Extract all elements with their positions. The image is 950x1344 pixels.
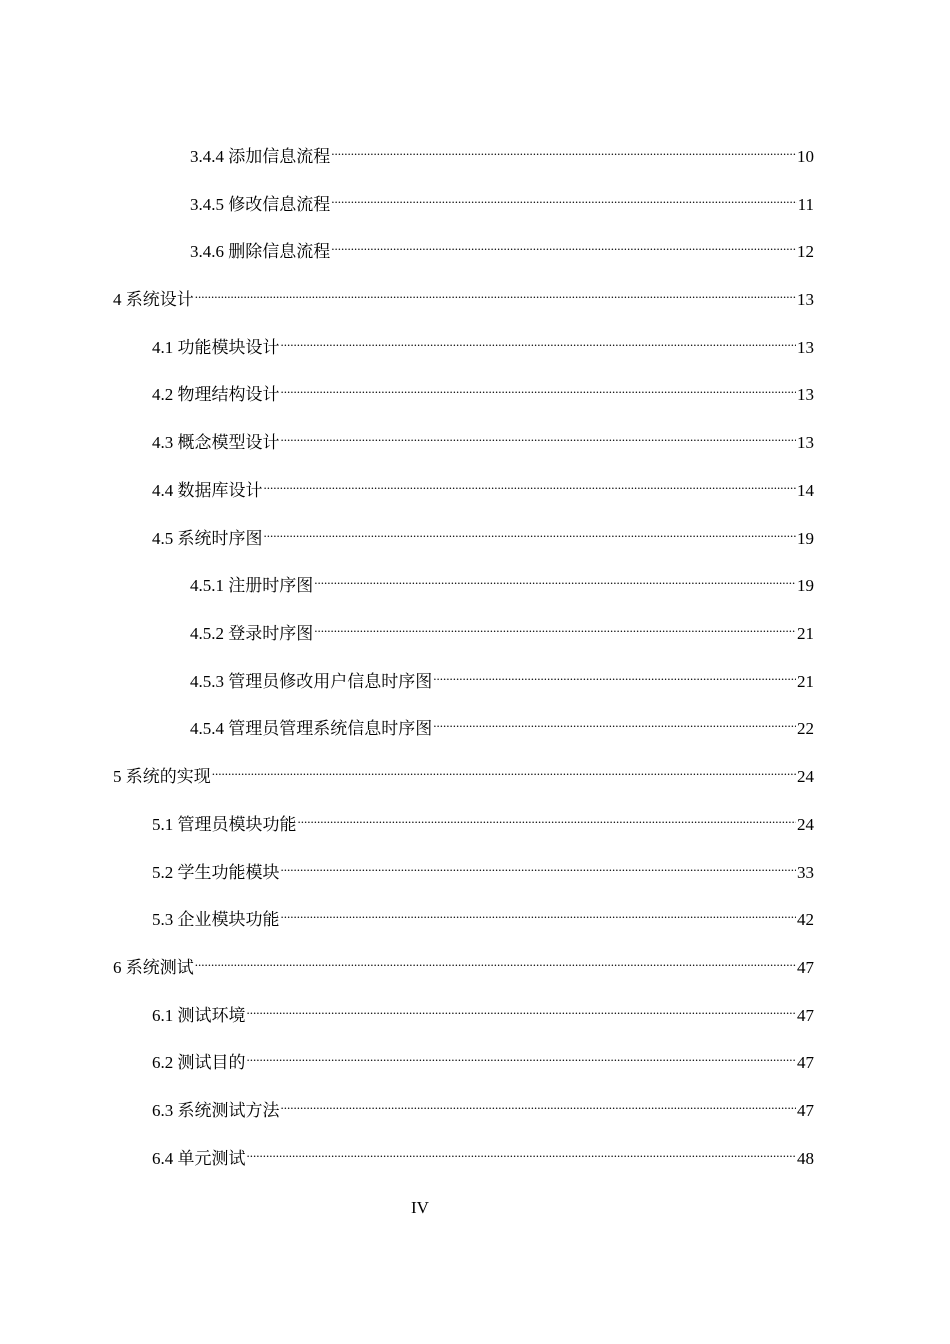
toc-entry-4-1[interactable] — [152, 327, 814, 357]
toc-leader-dots — [264, 470, 797, 496]
toc-entry-6-3[interactable] — [152, 1090, 814, 1120]
toc-entry-3-4-4[interactable] — [190, 136, 814, 166]
toc-entry-title: 4.5.2 登录时序图 — [190, 624, 314, 643]
toc-leader-dots — [433, 708, 796, 734]
toc-entry-page: 13 — [797, 433, 814, 452]
toc-entry-page: 13 — [797, 385, 814, 404]
toc-leader-dots — [331, 136, 796, 162]
toc-leader-dots — [212, 756, 796, 782]
toc-leader-dots — [281, 374, 797, 400]
toc-entry-4-4[interactable] — [152, 470, 814, 500]
toc-entry-page: 24 — [797, 815, 814, 834]
toc-leader-dots — [281, 899, 797, 925]
page-number: IV — [411, 1198, 429, 1217]
toc-entry-page: 47 — [797, 1053, 814, 1072]
toc-entry-4-5[interactable] — [152, 518, 814, 548]
toc-leader-dots — [314, 613, 796, 639]
toc-entry-title: 5.1 管理员模块功能 — [152, 815, 297, 834]
toc-entry-title: 4 系统设计 — [113, 290, 194, 309]
toc-entry-title: 5 系统的实现 — [113, 767, 211, 786]
toc-entry-page: 47 — [797, 1006, 814, 1025]
toc-entry-page: 47 — [797, 958, 814, 977]
toc-entry-4-3[interactable] — [152, 422, 814, 452]
toc-entry-title: 6.4 单元测试 — [152, 1149, 246, 1168]
toc-entry-title: 3.4.4 添加信息流程 — [190, 147, 331, 166]
toc-entry-title: 6.3 系统测试方法 — [152, 1101, 280, 1120]
toc-entry-title: 4.3 概念模型设计 — [152, 433, 280, 452]
toc-entry-6-4[interactable] — [152, 1138, 814, 1168]
toc-entry-title: 4.5.1 注册时序图 — [190, 576, 314, 595]
toc-entry-page: 19 — [797, 529, 814, 548]
toc-entry-page: 10 — [797, 147, 814, 166]
toc-entry-4-5-3[interactable] — [190, 661, 814, 691]
toc-entry-5-1[interactable] — [152, 804, 814, 834]
toc-entry-page: 13 — [797, 290, 814, 309]
toc-entry-page: 12 — [797, 242, 814, 261]
toc-entry-page: 48 — [797, 1149, 814, 1168]
toc-entry-page: 21 — [797, 672, 814, 691]
toc-entry-4-5-2[interactable] — [190, 613, 814, 643]
toc-entry-4-2[interactable] — [152, 374, 814, 404]
toc-entry-5-2[interactable] — [152, 852, 814, 882]
toc-entry-title: 4.5 系统时序图 — [152, 529, 263, 548]
toc-entry-page: 47 — [797, 1101, 814, 1120]
toc-leader-dots — [195, 947, 796, 973]
toc-entry-title: 3.4.5 修改信息流程 — [190, 195, 331, 214]
toc-leader-dots — [433, 661, 796, 687]
toc-entry-page: 11 — [797, 195, 814, 214]
toc-entry-page: 24 — [797, 767, 814, 786]
toc-leader-dots — [331, 184, 796, 210]
toc-leader-dots — [298, 804, 797, 830]
toc-entry-title: 4.1 功能模块设计 — [152, 338, 280, 357]
toc-entry-page: 42 — [797, 910, 814, 929]
toc-entry-title: 6 系统测试 — [113, 958, 194, 977]
toc-entry-title: 4.2 物理结构设计 — [152, 385, 280, 404]
toc-entry-3-4-5[interactable] — [190, 184, 814, 214]
toc-entry-4-5-1[interactable] — [190, 565, 814, 595]
toc-entry-6-2[interactable] — [152, 1042, 814, 1072]
toc-entry-page: 33 — [797, 863, 814, 882]
toc-entry-page: 21 — [797, 624, 814, 643]
toc-entry-page: 13 — [797, 338, 814, 357]
toc-leader-dots — [281, 422, 797, 448]
toc-entry-4-5-4[interactable] — [190, 708, 814, 738]
toc-leader-dots — [264, 518, 797, 544]
toc-leader-dots — [281, 1090, 797, 1116]
toc-entry-6[interactable] — [113, 947, 814, 977]
toc-leader-dots — [314, 565, 796, 591]
toc-entry-title: 6.1 测试环境 — [152, 1006, 246, 1025]
toc-entry-page: 19 — [797, 576, 814, 595]
toc-entry-title: 6.2 测试目的 — [152, 1053, 246, 1072]
toc-entry-title: 4.5.3 管理员修改用户信息时序图 — [190, 672, 433, 691]
toc-leader-dots — [281, 327, 797, 353]
toc-entry-title: 4.4 数据库设计 — [152, 481, 263, 500]
toc-entry-5-3[interactable] — [152, 899, 814, 929]
toc-entry-title: 3.4.6 删除信息流程 — [190, 242, 331, 261]
toc-entry-page: 22 — [797, 719, 814, 738]
toc-entry-3-4-6[interactable] — [190, 231, 814, 261]
toc-leader-dots — [247, 1042, 797, 1068]
toc-leader-dots — [281, 852, 797, 878]
toc-entry-page: 14 — [797, 481, 814, 500]
toc-entry-6-1[interactable] — [152, 995, 814, 1025]
toc-entry-title: 4.5.4 管理员管理系统信息时序图 — [190, 719, 433, 738]
toc-leader-dots — [247, 1138, 797, 1164]
toc-entry-title: 5.2 学生功能模块 — [152, 863, 280, 882]
toc-leader-dots — [195, 279, 796, 305]
toc-leader-dots — [331, 231, 796, 257]
toc-entry-4[interactable] — [113, 279, 814, 309]
toc-entry-title: 5.3 企业模块功能 — [152, 910, 280, 929]
toc-entry-5[interactable] — [113, 756, 814, 786]
toc-leader-dots — [247, 995, 797, 1021]
